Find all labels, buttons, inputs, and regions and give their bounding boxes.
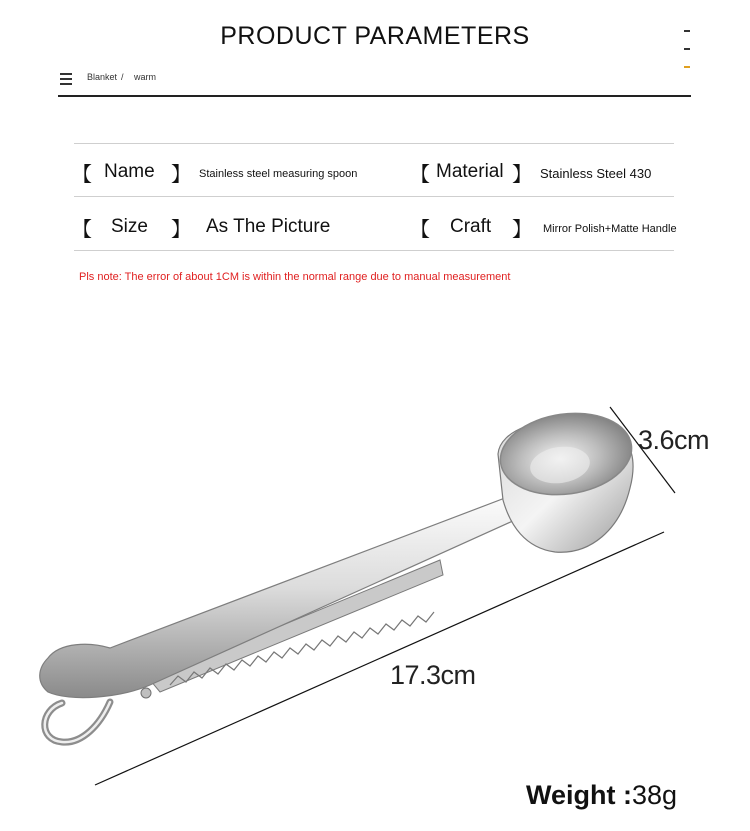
table-bottom-rule [74,250,674,251]
table-mid-rule [74,196,674,197]
bracket-open: 【 [410,217,430,241]
bracket-open: 【 [72,162,92,186]
name-value: Stainless steel measuring spoon [199,168,358,180]
length-dimension: 17.3cm [390,660,476,690]
bracket-open: 【 [72,217,92,241]
weight-label: Weight : [526,780,632,810]
side-mark-accent [684,66,690,68]
breadcrumb-item-blanket[interactable]: Blanket [87,72,118,82]
measurement-note: Pls note: The error of about 1CM is within the normal range due to manual measurement [79,271,511,283]
bracket-close: 】 [512,217,532,241]
weight-spec [526,780,677,811]
material-label: Material [436,161,504,182]
breadcrumb-item-warm[interactable]: warm [134,72,156,82]
size-value: As The Picture [206,216,331,237]
bracket-close: 】 [171,162,191,186]
width-dimension: 3.6cm [638,425,710,455]
bracket-open: 【 [410,162,430,186]
bracket-close: 】 [171,217,191,241]
side-mark [684,48,690,50]
side-mark [684,30,690,32]
menu-icon[interactable] [60,73,72,88]
bracket-close: 】 [512,162,532,186]
craft-value: Mirror Polish+Matte Handle [543,223,677,235]
breadcrumb-separator: / [121,72,124,82]
material-value: Stainless Steel 430 [540,166,652,181]
side-marks [684,30,694,84]
table-top-rule [74,143,674,144]
craft-label: Craft [450,216,492,237]
name-label: Name [104,161,155,182]
page-title: PRODUCT PARAMETERS [220,22,530,50]
size-label: Size [111,216,148,237]
header-divider [58,95,691,97]
hinge-pin [141,688,151,698]
weight-value: 38g [631,780,678,810]
